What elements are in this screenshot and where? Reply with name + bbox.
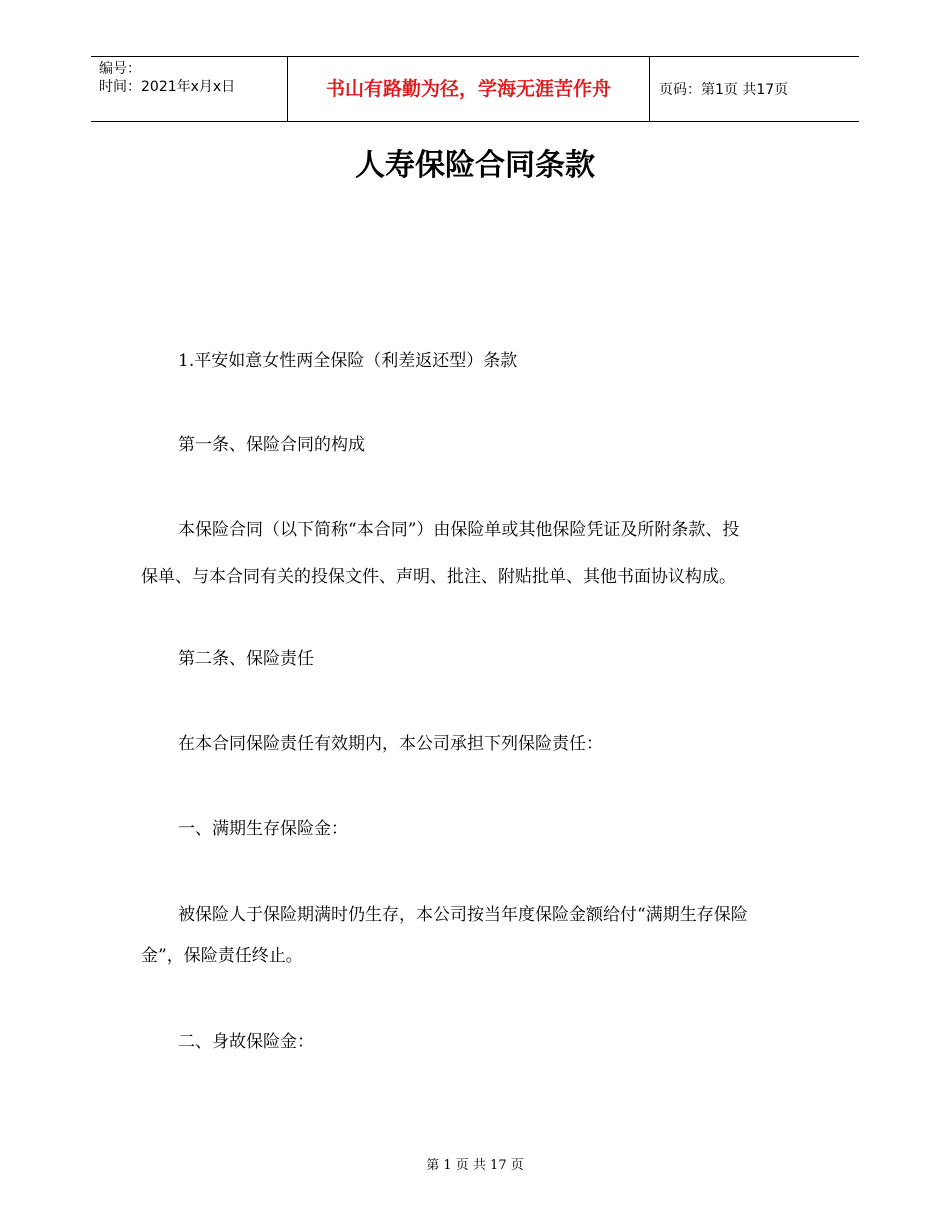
paragraph-death-benefit-heading: 二、身故保险金： — [178, 1032, 314, 1052]
paragraph-article-1-line-1: 本保险合同（以下简称“本合同”）由保险单或其他保险凭证及所附条款、投 — [178, 520, 740, 540]
header-page-label: 页码：第1页 共17页 — [659, 82, 789, 98]
paragraph-maturity-heading: 一、满期生存保险金： — [178, 819, 348, 839]
header-motto-cell — [287, 57, 650, 121]
document-header — [91, 56, 859, 122]
document-title: 人寿保险合同条款 — [355, 148, 595, 183]
header-motto: 书山有路勤为径，学海无涯苦作舟 — [325, 78, 611, 100]
header-left-cell — [91, 57, 287, 121]
paragraph-article-2-heading: 第二条、保险责任 — [178, 649, 314, 669]
paragraph-clause-heading: 1.平安如意女性两全保险（利差返还型）条款 — [178, 351, 518, 371]
paragraph-article-1-heading: 第一条、保险合同的构成 — [178, 435, 365, 455]
document-time-label: 时间：2021年x月x日 — [99, 79, 236, 95]
paragraph-article-2-intro: 在本合同保险责任有效期内，本公司承担下列保险责任： — [178, 734, 603, 754]
paragraph-maturity-line-2: 金”，保险责任终止。 — [141, 946, 303, 966]
paragraph-maturity-line-1: 被保险人于保险期满时仍生存，本公司按当年度保险金额给付“满期生存保险 — [178, 905, 748, 925]
page-footer: 第 1 页 共 17 页 — [426, 1158, 524, 1173]
paragraph-article-1-line-2: 保单、与本合同有关的投保文件、声明、批注、附贴批单、其他书面协议构成。 — [141, 567, 736, 587]
document-number-label: 编号： — [99, 61, 141, 77]
header-right-cell — [650, 57, 859, 121]
